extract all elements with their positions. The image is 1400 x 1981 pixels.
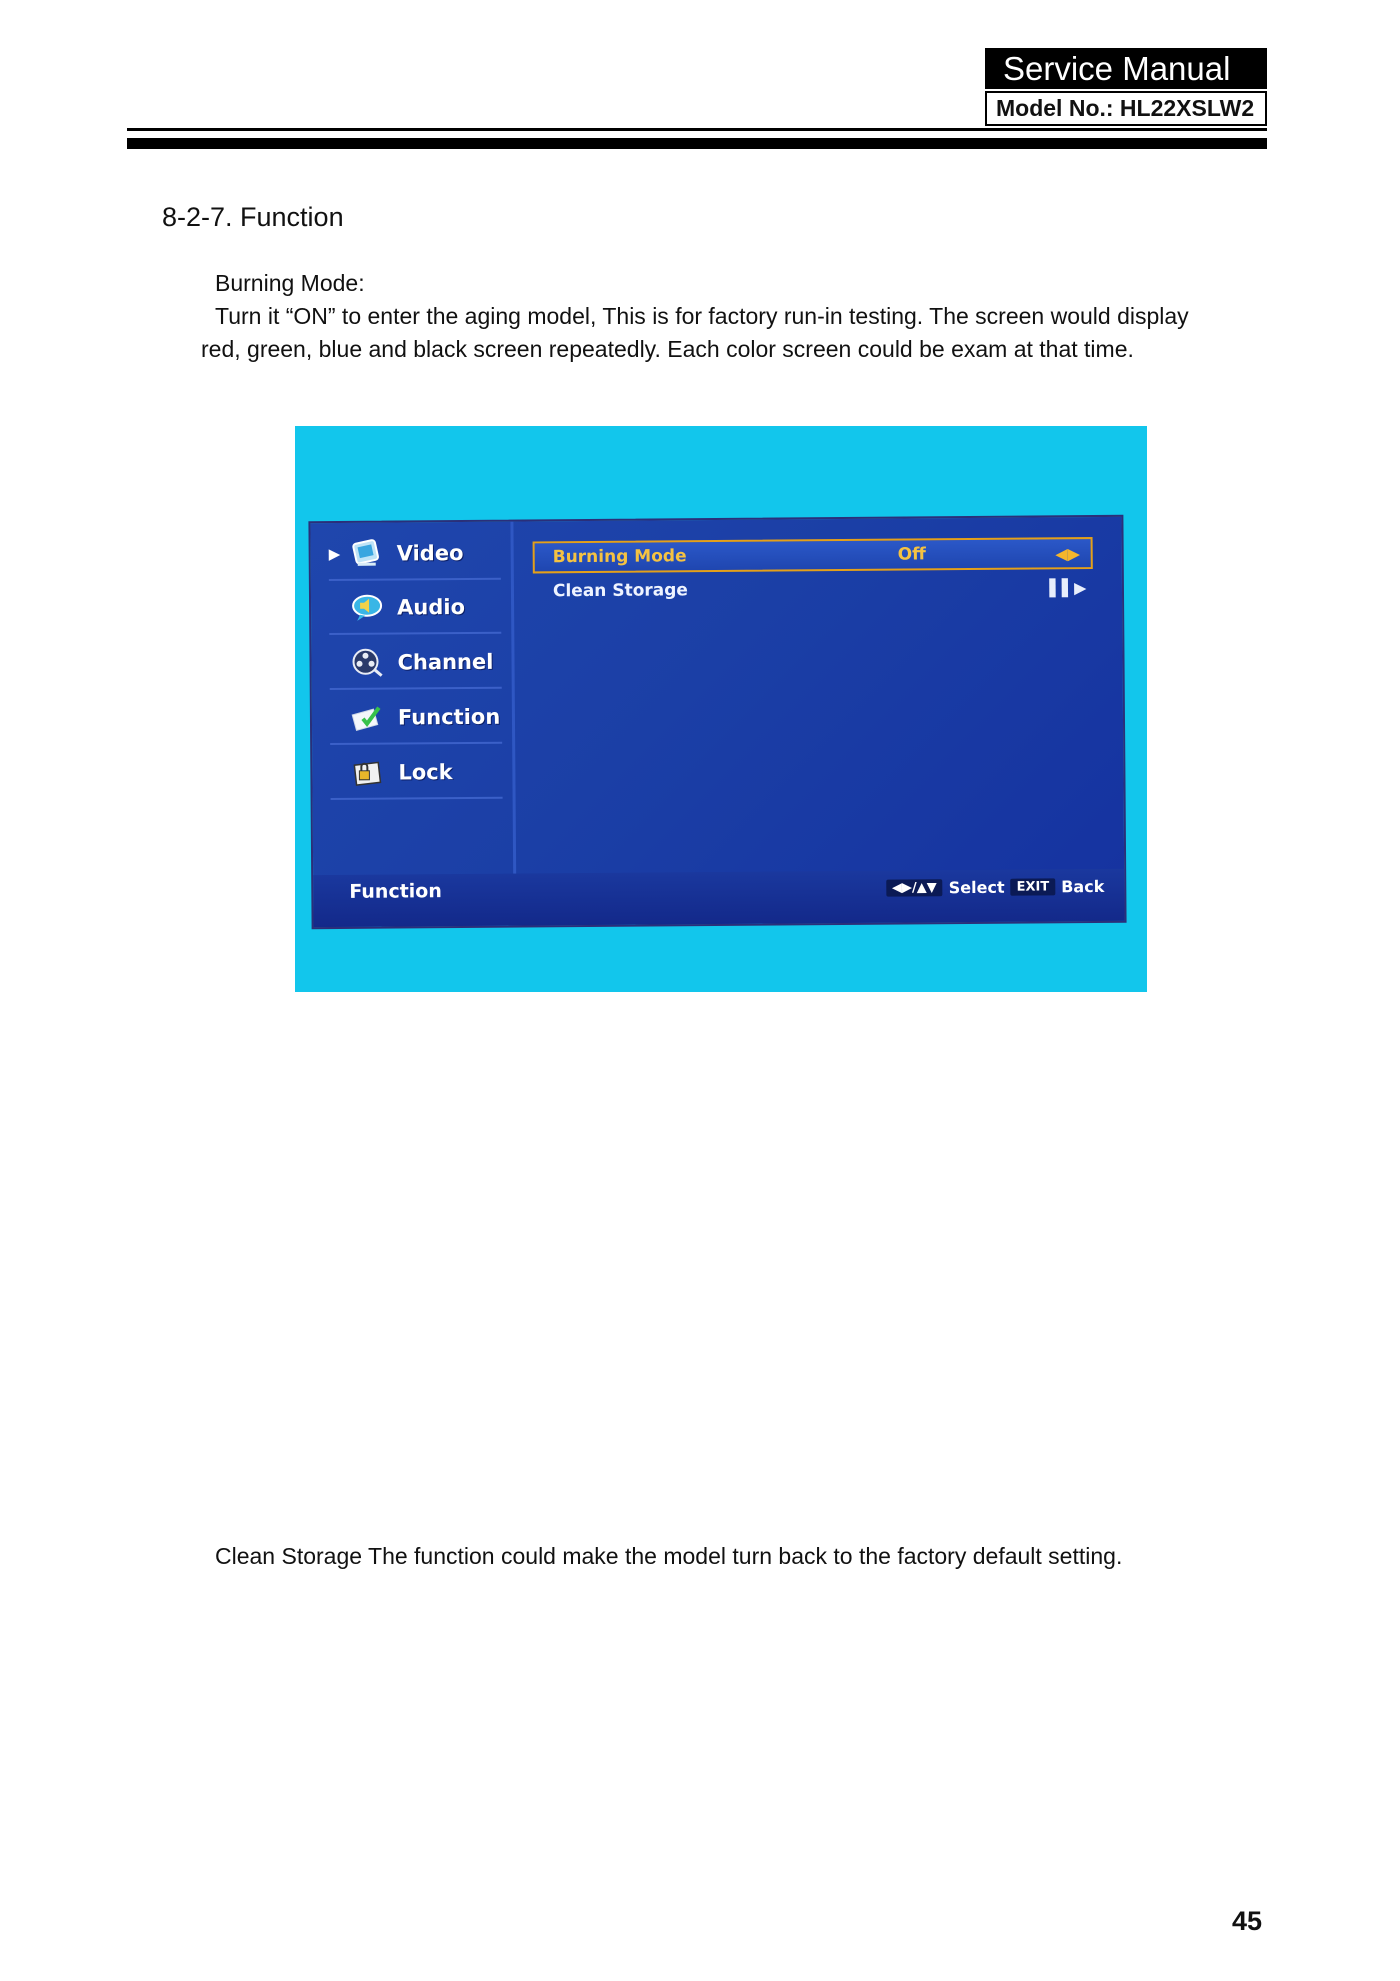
osd-menu-item-channel[interactable] xyxy=(329,637,501,690)
audio-icon xyxy=(349,592,385,624)
lock-icon xyxy=(350,757,386,789)
channel-icon xyxy=(349,647,385,679)
selected-arrow-icon: ▶ xyxy=(328,544,341,564)
back-hint: Back xyxy=(1061,876,1105,897)
osd-panel xyxy=(308,515,1126,929)
osd-menu-label: Audio xyxy=(396,594,466,620)
osd-footer-nav xyxy=(886,877,1104,898)
osd-menu-label: Video xyxy=(396,540,464,566)
osd-footer-title: Function xyxy=(349,880,442,903)
burning-mode-heading: Burning Mode: xyxy=(215,270,365,296)
osd-menu-label: Lock xyxy=(398,760,453,785)
enter-submenu-icon[interactable]: ▌▌▶ xyxy=(1049,577,1087,597)
select-hint: Select xyxy=(948,877,1005,898)
osd-row-clean-storage[interactable] xyxy=(533,571,1093,607)
osd-row-burning-mode[interactable] xyxy=(533,537,1093,573)
osd-menu-label: Function xyxy=(397,704,501,730)
osd-menu-item-audio[interactable] xyxy=(329,582,501,635)
burning-mode-value: Off xyxy=(897,544,927,565)
document-title: Service Manual xyxy=(985,48,1267,89)
osd-menu-sidebar xyxy=(310,522,516,880)
tv-osd-photo xyxy=(295,426,1147,992)
page-number: 45 xyxy=(1232,1906,1263,1936)
osd-menu-item-lock[interactable] xyxy=(330,747,502,800)
header-rule-thick xyxy=(127,138,1267,149)
left-right-arrows-icon[interactable]: ◀▶ xyxy=(1055,543,1081,563)
section-title: 8-2-7. Function xyxy=(162,202,344,232)
osd-row-label: Clean Storage xyxy=(552,580,688,602)
osd-row-label: Burning Mode xyxy=(552,546,687,568)
clean-storage-description: Clean Storage The function could make the model turn back to the factory default setting. xyxy=(215,1543,1123,1569)
burning-mode-description-line-1: Turn it “ON” to enter the aging model, This is for factory run-in testing. The screen would display xyxy=(215,303,1189,329)
model-number: Model No.: HL22XSLW2 xyxy=(985,91,1267,126)
osd-menu-item-function[interactable] xyxy=(330,692,502,745)
osd-footer xyxy=(313,869,1124,927)
video-icon xyxy=(349,538,385,570)
function-icon xyxy=(350,702,386,734)
nav-keys-icon: ◀▶/▲▼ xyxy=(886,879,943,896)
osd-menu-item-video[interactable] xyxy=(328,528,500,581)
burning-mode-description-line-2: red, green, blue and black screen repeatedly. Each color screen could be exam at that time. xyxy=(201,336,1134,362)
exit-key: EXIT xyxy=(1011,878,1056,895)
header-rule-thin xyxy=(127,128,1267,131)
osd-menu-label: Channel xyxy=(397,649,494,675)
